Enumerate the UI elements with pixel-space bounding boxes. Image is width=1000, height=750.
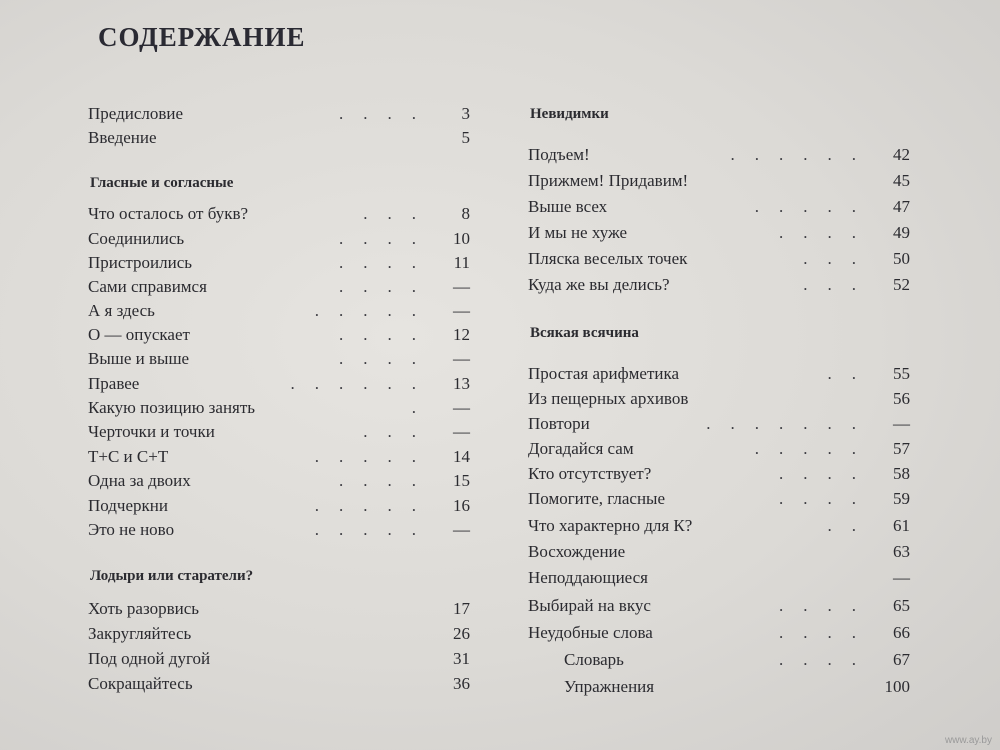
entry-label: Выбирай на вкус bbox=[528, 596, 651, 615]
entry-page: 63 bbox=[893, 542, 910, 561]
entry-page: — bbox=[453, 398, 470, 417]
toc-entry bbox=[528, 648, 910, 672]
leader-dots: .... bbox=[339, 253, 436, 272]
leader-dots: .... bbox=[779, 223, 876, 242]
toc-entry bbox=[88, 445, 470, 469]
entry-label: Упражнения bbox=[564, 677, 655, 696]
entry-label: Черточки и точки bbox=[88, 422, 215, 441]
entry-label: Пристроились bbox=[88, 253, 193, 272]
entry-label: Неудобные слова bbox=[528, 623, 653, 642]
entry-page: 5 bbox=[461, 128, 470, 147]
entry-page: 12 bbox=[453, 325, 470, 344]
toc-entry bbox=[88, 672, 470, 696]
section-heading: Лодыри или старатели? bbox=[90, 568, 254, 584]
entry-page: — bbox=[453, 277, 470, 296]
entry-label: Какую позицию занять bbox=[88, 398, 256, 417]
toc-entry bbox=[88, 420, 470, 444]
entry-label: А я здесь bbox=[88, 301, 155, 320]
leader-dots: .. bbox=[827, 364, 876, 383]
toc-entry bbox=[528, 594, 910, 618]
entry-page: 66 bbox=[893, 623, 910, 642]
toc-entry bbox=[88, 126, 470, 150]
leader-dots: .... bbox=[779, 489, 876, 508]
leader-dots: .. bbox=[827, 516, 876, 535]
entry-label: Что характерно для К? bbox=[528, 516, 693, 535]
toc-entry bbox=[528, 462, 910, 486]
section-heading: Всякая всячина bbox=[530, 325, 639, 341]
leader-dots: ... bbox=[803, 275, 876, 294]
leader-dots: ..... bbox=[314, 496, 436, 515]
toc-entry bbox=[88, 494, 470, 518]
entry-label: Догадайся сам bbox=[528, 439, 634, 458]
toc-entry bbox=[88, 347, 470, 371]
entry-page: 65 bbox=[893, 596, 910, 615]
toc-entry bbox=[528, 195, 910, 219]
toc-entry bbox=[528, 362, 910, 386]
entry-label: И мы не хуже bbox=[528, 223, 628, 242]
entry-label: Введение bbox=[88, 128, 157, 147]
leader-dots: .... bbox=[779, 623, 876, 642]
toc-entry bbox=[88, 227, 470, 251]
toc-entry bbox=[88, 647, 470, 671]
leader-dots: ..... bbox=[754, 439, 876, 458]
entry-label: Восхождение bbox=[528, 542, 626, 561]
toc-entry bbox=[88, 622, 470, 646]
toc-entry bbox=[528, 247, 910, 271]
entry-page: 14 bbox=[453, 447, 470, 466]
toc-entry bbox=[88, 372, 470, 396]
entry-page: 15 bbox=[453, 471, 470, 490]
entry-label: Это не ново bbox=[88, 520, 175, 539]
entry-page: — bbox=[453, 349, 470, 368]
toc-entry bbox=[528, 514, 910, 538]
entry-page: 10 bbox=[453, 229, 470, 248]
entry-page: 100 bbox=[884, 677, 910, 696]
entry-page: 31 bbox=[453, 649, 470, 668]
entry-page: 17 bbox=[453, 599, 470, 618]
leader-dots: ..... bbox=[314, 301, 436, 320]
entry-label: Подчеркни bbox=[88, 496, 168, 515]
toc-entry bbox=[88, 396, 470, 420]
entry-label: Что осталось от букв? bbox=[88, 204, 249, 223]
entry-label: Повтори bbox=[528, 414, 590, 433]
toc-entry bbox=[528, 387, 910, 411]
toc-entry bbox=[528, 437, 910, 461]
entry-page: 47 bbox=[893, 197, 910, 216]
entry-label: О — опускает bbox=[88, 325, 190, 344]
entry-page: — bbox=[893, 414, 910, 433]
toc-entry bbox=[528, 621, 910, 645]
leader-dots: ... bbox=[363, 204, 436, 223]
entry-page: 8 bbox=[461, 204, 470, 223]
leader-dots: .... bbox=[339, 277, 436, 296]
entry-label: Закругляйтесь bbox=[88, 624, 192, 643]
entry-page: — bbox=[893, 568, 910, 587]
entry-page: 11 bbox=[453, 253, 470, 272]
entry-label: Кто отсутствует? bbox=[528, 464, 652, 483]
entry-page: 13 bbox=[453, 374, 470, 393]
toc-entry bbox=[88, 202, 470, 226]
leader-dots: .... bbox=[779, 596, 876, 615]
entry-label: Одна за двоих bbox=[88, 471, 191, 490]
entry-page: 16 bbox=[453, 496, 470, 515]
entry-label: Т+С и С+Т bbox=[88, 447, 169, 466]
leader-dots: .... bbox=[339, 471, 436, 490]
toc-entry bbox=[528, 143, 910, 167]
entry-page: 26 bbox=[453, 624, 470, 643]
leader-dots: .... bbox=[779, 464, 876, 483]
entry-page: 42 bbox=[893, 145, 910, 164]
leader-dots: ... bbox=[803, 249, 876, 268]
leader-dots: .... bbox=[779, 650, 876, 669]
entry-page: — bbox=[453, 301, 470, 320]
leader-dots: ..... bbox=[754, 197, 876, 216]
toc-entry bbox=[528, 412, 910, 436]
section-heading: Гласные и согласные bbox=[90, 175, 234, 191]
leader-dots: ... bbox=[363, 422, 436, 441]
watermark-text: www.ay.by bbox=[944, 735, 992, 746]
leader-dots: ..... bbox=[314, 520, 436, 539]
leader-dots: ....... bbox=[706, 414, 876, 433]
toc-entry bbox=[88, 251, 470, 275]
entry-page: 50 bbox=[893, 249, 910, 268]
leader-dots: ...... bbox=[290, 374, 436, 393]
entry-label: Из пещерных архивов bbox=[528, 389, 689, 408]
toc-entry bbox=[528, 221, 910, 245]
section-heading: Невидимки bbox=[530, 106, 609, 122]
toc-entry bbox=[88, 597, 470, 621]
entry-label: Сами справимся bbox=[88, 277, 207, 296]
toc-entry bbox=[88, 102, 470, 126]
entry-label: Хоть разорвись bbox=[88, 599, 199, 618]
leader-dots: .... bbox=[339, 349, 436, 368]
entry-label: Простая арифметика bbox=[528, 364, 680, 383]
entry-page: 49 bbox=[893, 223, 910, 242]
leader-dots: . bbox=[411, 398, 436, 417]
entry-label: Соединились bbox=[88, 229, 185, 248]
toc-entry bbox=[528, 675, 910, 699]
entry-page: — bbox=[453, 520, 470, 539]
toc-entry bbox=[88, 518, 470, 542]
entry-label: Прижмем! Придавим! bbox=[528, 171, 689, 190]
toc-entry bbox=[528, 487, 910, 511]
entry-page: 57 bbox=[893, 439, 910, 458]
entry-label: Выше всех bbox=[528, 197, 608, 216]
entry-label: Под одной дугой bbox=[88, 649, 211, 668]
entry-page: 45 bbox=[893, 171, 910, 190]
entry-label: Пляска веселых точек bbox=[528, 249, 688, 268]
page-title: СОДЕРЖАНИЕ bbox=[98, 22, 306, 52]
entry-page: 52 bbox=[893, 275, 910, 294]
leader-dots: ..... bbox=[314, 447, 436, 466]
entry-page: 61 bbox=[893, 516, 910, 535]
entry-page: 55 bbox=[893, 364, 910, 383]
entry-page: 36 bbox=[453, 674, 470, 693]
toc-entry bbox=[528, 273, 910, 297]
entry-page: 67 bbox=[893, 650, 910, 669]
entry-label: Куда же вы делись? bbox=[528, 275, 670, 294]
toc-entry bbox=[88, 323, 470, 347]
entry-page: — bbox=[453, 422, 470, 441]
entry-page: 59 bbox=[893, 489, 910, 508]
toc-entry bbox=[88, 299, 470, 323]
toc-entry bbox=[528, 169, 910, 193]
entry-label: Словарь bbox=[564, 650, 624, 669]
toc-entry bbox=[528, 540, 910, 564]
leader-dots: ...... bbox=[730, 145, 876, 164]
entry-label: Неподдающиеся bbox=[528, 568, 648, 587]
entry-label: Правее bbox=[88, 374, 140, 393]
entry-label: Предисловие bbox=[88, 104, 184, 123]
toc-entry bbox=[88, 275, 470, 299]
entry-label: Сокращайтесь bbox=[88, 674, 193, 693]
entry-page: 3 bbox=[461, 104, 470, 123]
leader-dots: .... bbox=[339, 229, 436, 248]
entry-label: Выше и выше bbox=[88, 349, 190, 368]
leader-dots: .... bbox=[339, 325, 436, 344]
toc-entry bbox=[88, 469, 470, 493]
entry-page: 56 bbox=[893, 389, 910, 408]
entry-page: 58 bbox=[893, 464, 910, 483]
entry-label: Подъем! bbox=[528, 145, 590, 164]
leader-dots: .... bbox=[339, 104, 436, 123]
entry-label: Помогите, гласные bbox=[528, 489, 666, 508]
toc-entry bbox=[528, 566, 910, 590]
